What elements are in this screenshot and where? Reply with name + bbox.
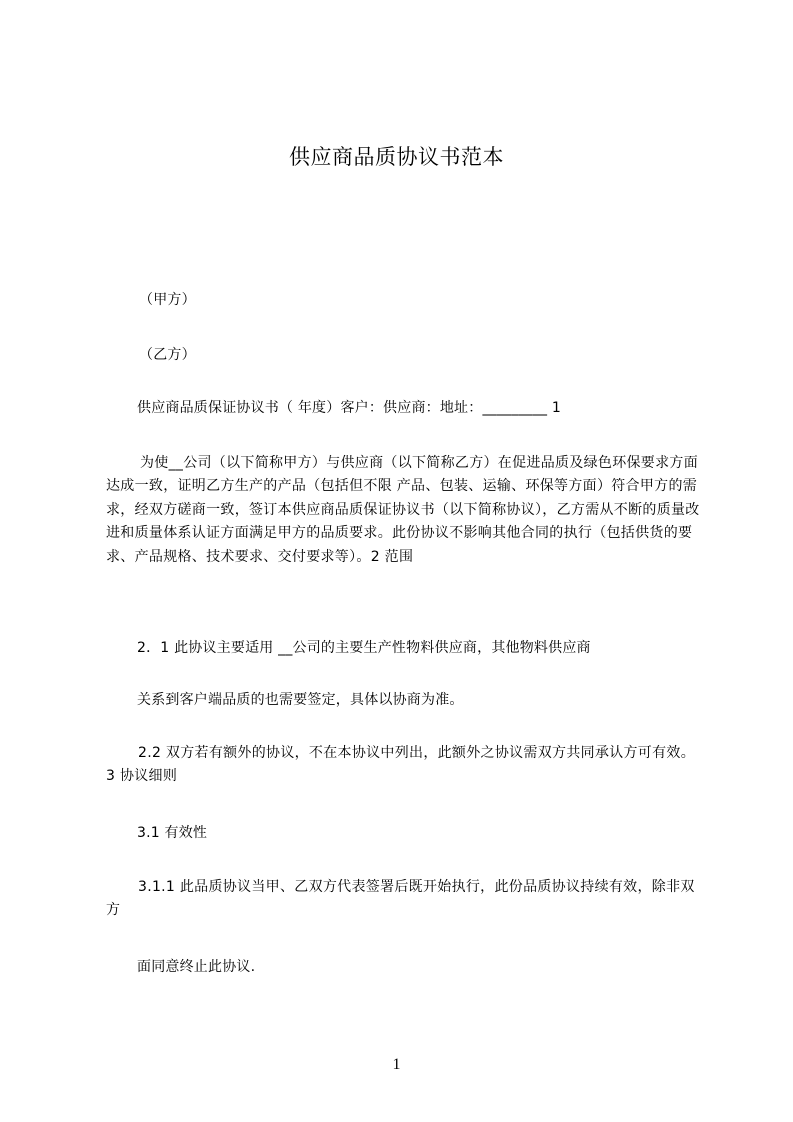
agreement-header-line: 供应商品质保证协议书（ 年度）客户：供应商：地址：_________ 1 bbox=[137, 400, 562, 416]
document-title: 供应商品质协议书范本 bbox=[289, 145, 504, 169]
party-b-label: （乙方） bbox=[139, 347, 196, 363]
purpose-paragraph: 为使__公司（以下简称甲方）与供应商（以下简称乙方）在促进品质及绿色环保要求方面达成一致，证明乙方生产的产品（包括但不限 产品、包装、运输、环保等方面）符合甲方的需求，经双方磋商一致，签订本供应商品质保证协议书（以下简称协议），乙方需从不断的质量改进和质量体系认证方面满足甲方的品质要求。此份协议不影响其他合同的执行（包括供货的要求、产品规格、技术要求、交付要求等）。2 范围 bbox=[106, 455, 700, 565]
clause-3-1-1-continuation: 面同意终止此协议. bbox=[137, 959, 256, 975]
clause-3-1-1-paragraph: 3.1.1 此品质协议当甲、乙双方代表签署后既开始执行，此份品质协议持续有效，除非双方 bbox=[106, 879, 695, 919]
clause-2-1-line-2: 关系到客户端品质的也需要签定，具体以协商为准。 bbox=[137, 692, 464, 708]
clause-2-1-line-1: 2．1 此协议主要适用 __公司的主要生产性物料供应商，其他物料供应商 bbox=[137, 640, 591, 656]
party-a-label: （甲方） bbox=[139, 292, 196, 308]
page-number: 1 bbox=[392, 1056, 401, 1073]
clause-3-1-heading: 3.1 有效性 bbox=[137, 825, 208, 841]
clause-2-2-paragraph: 2.2 双方若有额外的协议，不在本协议中列出，此额外之协议需双方共同承认方可有效。3 协议细则 bbox=[106, 745, 696, 785]
